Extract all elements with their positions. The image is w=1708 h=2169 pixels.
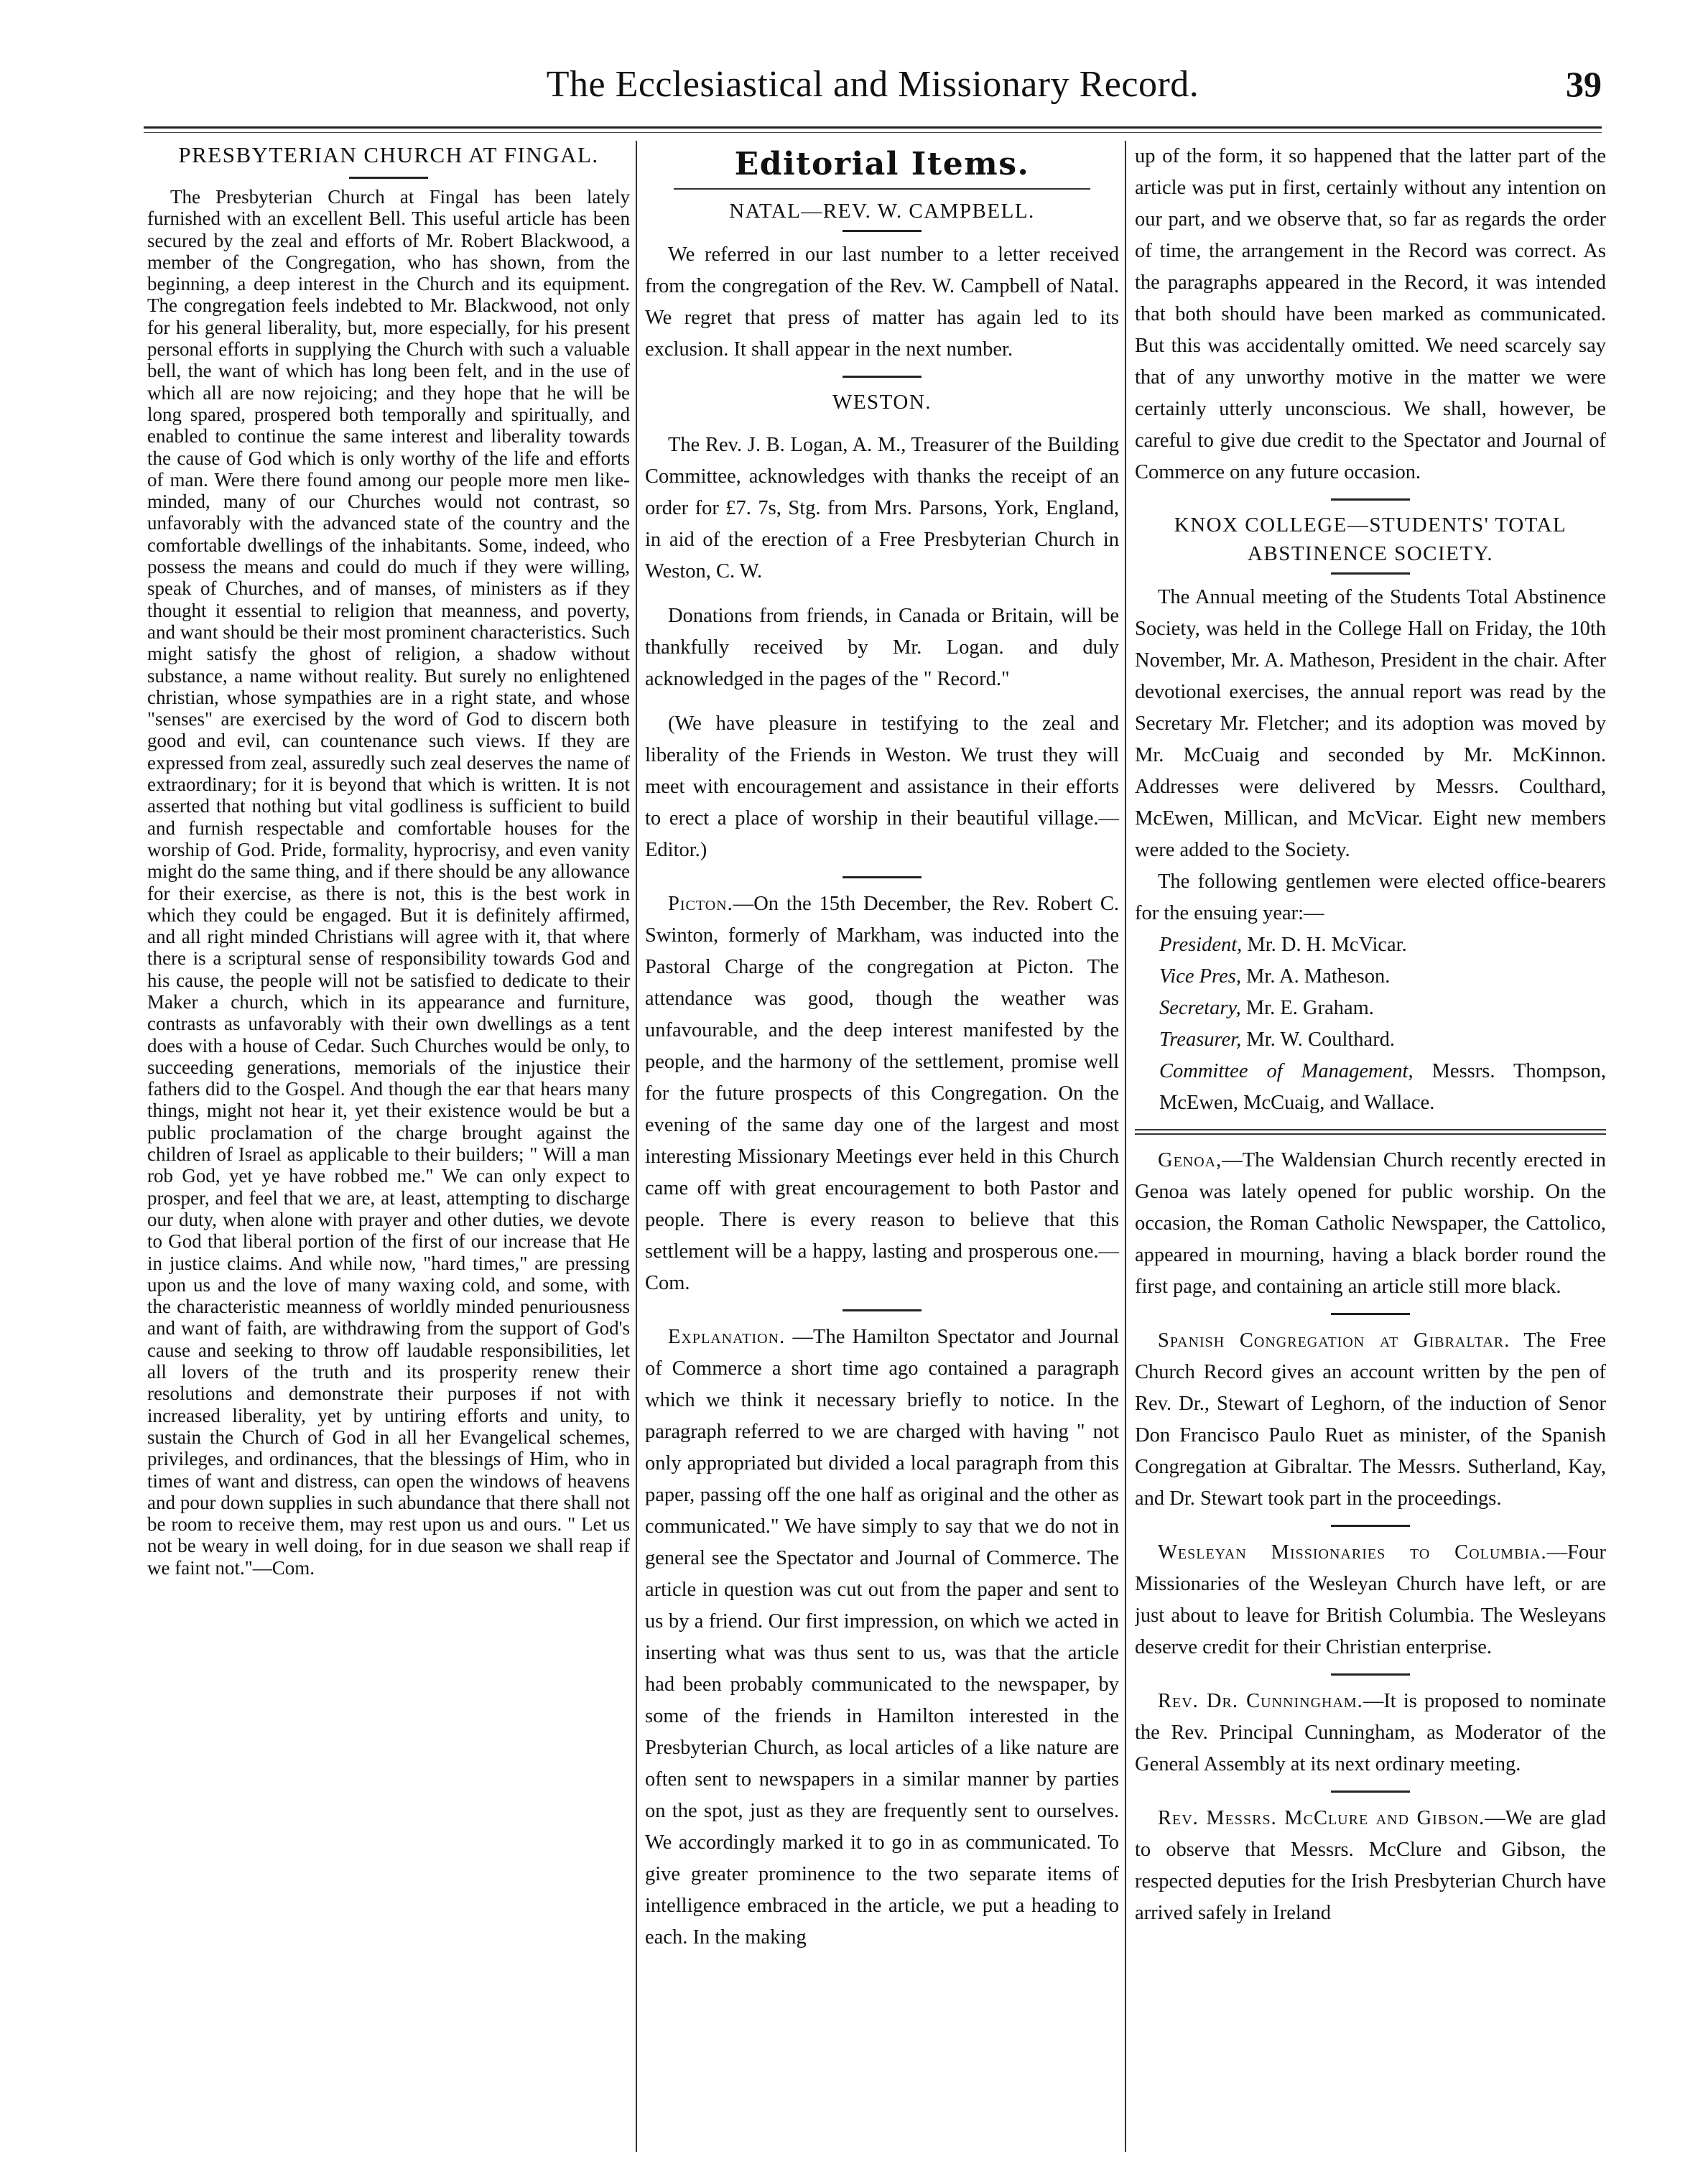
- masthead-rule: [674, 188, 1090, 190]
- section-rule: [1331, 572, 1410, 575]
- section-rule: [843, 230, 922, 232]
- cunningham-body: —It is proposed to nominate the Rev. Principal Cunningham, as Moderator of the General Assembly at its next ordinary meeting.: [1135, 1690, 1606, 1775]
- column-2: [645, 141, 1119, 2152]
- header-rule-thin: [144, 132, 1602, 133]
- section-rule: [1331, 498, 1410, 501]
- running-head: [144, 63, 1602, 121]
- office-bearer: [1135, 1024, 1606, 1056]
- office-role: Secretary,: [1159, 997, 1241, 1019]
- section-rule: [843, 1309, 922, 1311]
- mcclure-lead: Rev. Messrs. McClure and Gibson.: [1158, 1807, 1485, 1829]
- section-rule: [843, 376, 922, 378]
- office-role: Treasurer,: [1159, 1028, 1242, 1051]
- weston-paragraph-1: The Rev. J. B. Logan, A. M., Treasurer of the Building Committee, acknowledges with thanks the receipt of an order for £7. 7s, Stg. from Mrs. Parsons, York, England, in aid of the erection of a Free Presbyterian Church in Weston, C. W.: [645, 434, 1119, 582]
- office-role: President,: [1159, 934, 1243, 956]
- knox-paragraph-1: The Annual meeting of the Students Total Abstinence Society, was held in the College Hall on Friday, the 10th November, Mr. A. Matheson, President in the chair. After devotional exercises, the annual report was read by the Secretary Mr. Fletcher; and its adoption was moved by Mr. McCuaig and seconded by Mr. McKinnon. Addresses were delivered by Messrs. Coulthard, McEwen, Millican, and McVicar. Eight new members were added to the Society.: [1135, 586, 1606, 861]
- knox-paragraph-2: The following gentlemen were elected office-bearers for the ensuing year:—: [1135, 870, 1606, 924]
- spanish-article: [1135, 1325, 1606, 1515]
- weston-paragraph-2: Donations from friends, in Canada or Britain, will be thankfully received by Mr. Logan. and duly acknowledged in the pages of the " Record.": [645, 605, 1119, 690]
- office-holder: Messrs. Thompson, McEwen, McCuaig, and Wallace.: [1159, 1060, 1606, 1114]
- picton-article: [645, 888, 1119, 1299]
- wesleyan-article: [1135, 1537, 1606, 1663]
- spanish-lead: Spanish Congregation at Gibraltar.: [1158, 1329, 1510, 1352]
- spanish-body: The Free Church Record gives an account written by the pen of Rev. Dr., Stewart of Leghorn, of the induction of Senor Don Francisco Paulo Ruet as minister, of the Spanish Congregation at Gibraltar. The Messrs. Sutherland, Kay, and Dr. Stewart took part in the proceedings.: [1135, 1329, 1606, 1510]
- genoa-lead: Genoa,: [1158, 1149, 1222, 1171]
- section-rule: [1331, 1313, 1410, 1315]
- header-rule: [144, 126, 1602, 129]
- section-double-rule: [1135, 1129, 1606, 1135]
- knox-college-heading: KNOX COLLEGE—STUDENTS' TOTAL ABSTINENCE SOCIETY.: [1174, 514, 1567, 565]
- office-bearer: [1135, 993, 1606, 1024]
- column-1: [147, 141, 630, 2152]
- office-holder: Mr. W. Coulthard.: [1241, 1028, 1396, 1051]
- picton-body: —On the 15th December, the Rev. Robert C. Swinton, formerly of Markham, was inducted into the Pastoral Charge of the congregation at Picton. The attendance was good, though the weather was unfavourable, and the deep interest manifested by the people, and the harmony of the settlement, promise well for the future prospects of this Congregation. On the evening of the same day one of the largest and most interesting Missionary Meetings ever held in this Church came off with great encouragement to both Pastor and people. There is every reason to believe that this settlement will be a happy, lasting and prosperous one.—Com.: [645, 893, 1119, 1294]
- natal-article-body: We referred in our last number to a letter received from the congregation of the Rev. W. Campbell of Natal. We regret that press of matter has again led to its exclusion. It shall appear in the next number.: [645, 243, 1119, 361]
- office-bearer: [1135, 929, 1606, 961]
- mcclure-article: [1135, 1803, 1606, 1929]
- section-rule: [1331, 1525, 1410, 1527]
- office-bearer: [1135, 961, 1606, 993]
- wesleyan-lead: Wesleyan Missionaries to Columbia.: [1158, 1541, 1547, 1564]
- office-holder: Mr. D. H. McVicar.: [1242, 934, 1407, 956]
- mcclure-body: —We are glad to observe that Messrs. McClure and Gibson, the respected deputies for the Irish Presbyterian Church have arrived safely in Ireland: [1135, 1807, 1606, 1924]
- editorial-items-masthead: Editorial Items.: [734, 146, 1030, 182]
- explanation-article: [645, 1322, 1119, 1954]
- office-role: Committee of Management,: [1159, 1060, 1414, 1082]
- page-number: 39: [1566, 64, 1602, 104]
- weston-heading: WESTON.: [832, 391, 932, 414]
- section-rule: [1331, 1791, 1410, 1793]
- picton-lead: Picton.: [668, 893, 733, 915]
- fingal-heading: PRESBYTERIAN CHURCH AT FINGAL.: [178, 142, 599, 167]
- genoa-article: [1135, 1145, 1606, 1303]
- column-rule-1: [636, 141, 637, 2152]
- column-3: [1135, 141, 1606, 2152]
- explanation-continued: up of the form, it so happened that the latter part of the article was put in first, certainly without any intention on our part, and we observe that, so far as regards the order of time, the arrangement in the Record was correct. As the paragraphs appeared in the Record, it was intended that both should have been marked as communicated. But this was accidentally omitted. We need scarcely say that of any unworthy motive in the matter we were certainly utterly unconscious. We shall, however, be careful to give due credit to the Spectator and Journal of Commerce on any future occasion.: [1135, 145, 1606, 483]
- section-rule: [349, 177, 428, 179]
- explanation-lead: Explanation.: [668, 1326, 786, 1348]
- fingal-article-body: The Presbyterian Church at Fingal has been lately furnished with an excellent Bell. This useful article has been secured by the zeal and efforts of Mr. Robert Blackwood, a member of the Congregation, who has shown, from the beginning, a deep interest in the Church and its equipment. The congregation feels indebted to Mr. Blackwood, not only for his general liberality, but, more especially, for his present personal efforts in supplying the Church with such a valuable bell, the want of which has long been felt, and in the use of which all are now rejoicing; and they hope that he will be long spared, prospered both temporally and spiritually, and enabled to continue the same interest and liberality towards the cause of God which is only worthy of the life and efforts of man. Were there found among our people more men like-minded, many of our Churches would not contrast, so unfavorably with the advanced state of the country and the comfortable dwellings of the inhabitants. Some, indeed, who possess the means and could do much if they were willing, speak of Churches, and of manses, of ministers as if they thought it essential to religion that meanness, and poverty, and want should be their most prominent characteristics. Such might satisfy the ghost of religion, a shadow without substance, a name without reality. But surely no enlightened christian, whose sympathies are in a right state, and whose "senses" are exercised by the word of God to discern both good and evil, can countenance such views. If they are expressed from zeal, assuredly such zeal deserves the name of extraordinary; for it is beyond that which is written. It is not asserted that nothing but vital godliness is sufficient to build and furnish respectable and comfortable houses for the worship of God. Pride, formality, hyprocrisy, and even vanity might do the same thing, and if there should be any allowance for their exercise, as there is not, this is the best work in which they could be engaged. But it is definitely affirmed, and all right minded Christians will agree with it, that where there is a scriptural sense of responsibility towards God and his cause, the people will not be satisfied to dedicate to their Maker a church, which in its appearance and furniture, contrasts as unfavorably with their own dwellings as a tent does with a house of Cedar. Such Churches would be only, to succeeding generations, memorials of the injustice their fathers did to the Gospel. And though the ear that hears many things, might not hear it, yet their existence would be but a public proclamation of the charge brought against the children of Israel as applicable to their builders; " Will a man rob God, yet ye have robbed me." We can only expect to prosper, and feel that we are, at least, attempting to discharge our duty, when alone with prayer and other duties, we devote to God that liberal portion of the first of our increase that He in justice claims. And while now, "hard times," are pressing upon us and the love of many waxing cold, and some, with the characteristic meanness of worldly minded penuriousness and want of faith, are withdrawing from the support of God's cause and seeking to throw off laudable responsibilities, let all lovers of the truth and its prosperity renew their resolutions and demonstrate their purposes if not with increased liberality, yet by untiring efforts and unity, to sustain the Church of God in all her Evangelical schemes, privileges, and ordinances, that the blessings of Him, who in times of want and distress, can open the windows of heavens and pour down supplies in such abundance that there shall not be room to receive them, may rest upon us and ours. " Let us not be weary in well doing, for in due season we shall reap if we faint not."—Com.: [147, 186, 630, 1579]
- weston-paragraph-3: (We have pleasure in testifying to the zeal and liberality of the Friends in Weston. We trust they will meet with encouragement and assistance in their efforts to erect a place of worship in their beautiful village.—Editor.): [645, 712, 1119, 861]
- column-rule-2: [1125, 141, 1126, 2152]
- genoa-body: —The Waldensian Church recently erected in Genoa was lately opened for public worship. On the occasion, the Roman Catholic Newspaper, the Cattolico, appeared in mourning, having a black border round the first page, and containing an article still more black.: [1135, 1149, 1606, 1298]
- explanation-body: —The Hamilton Spectator and Journal of Commerce a short time ago contained a paragraph which we think it necessary briefly to notice. In the paragraph referred to we are charged with having " not only appropriated but divided a local paragraph from this paper, passing off the one half as original and the other as communicated." We have simply to say that we do not in general see the Spectator and Journal of Commerce. The article in question was cut out from the paper and sent to us by a friend. Our first impression, on which we acted in inserting what was thus sent to us, was that the article had been probably communicated to the newspaper, by some of the friends in Hamilton interested in the Presbyterian Church, as local articles of a like nature are often sent to newspapers in a similar manner by parties on the spot, just as they are frequently sent to ourselves. We accordingly marked it to go in as communicated. To give greater prominence to the two separate items of intelligence embraced in the article, we put a heading to each. In the making: [645, 1326, 1119, 1949]
- office-bearer: [1135, 1056, 1606, 1119]
- running-title: The Ecclesiastical and Missionary Record.: [546, 64, 1199, 105]
- office-bearers-list: [1135, 929, 1606, 1119]
- section-rule: [843, 876, 922, 878]
- wesleyan-body: —Four Missionaries of the Wesleyan Church have left, or are just about to leave for British Columbia. The Wesleyans deserve credit for their Christian enterprise.: [1135, 1541, 1606, 1658]
- cunningham-lead: Rev. Dr. Cunningham.: [1158, 1690, 1363, 1712]
- office-holder: Mr. E. Graham.: [1240, 997, 1374, 1019]
- cunningham-article: [1135, 1686, 1606, 1780]
- natal-heading: NATAL—REV. W. CAMPBELL.: [729, 200, 1035, 223]
- office-holder: Mr. A. Matheson.: [1240, 965, 1391, 988]
- office-role: Vice Pres,: [1159, 965, 1241, 988]
- section-rule: [1331, 1673, 1410, 1676]
